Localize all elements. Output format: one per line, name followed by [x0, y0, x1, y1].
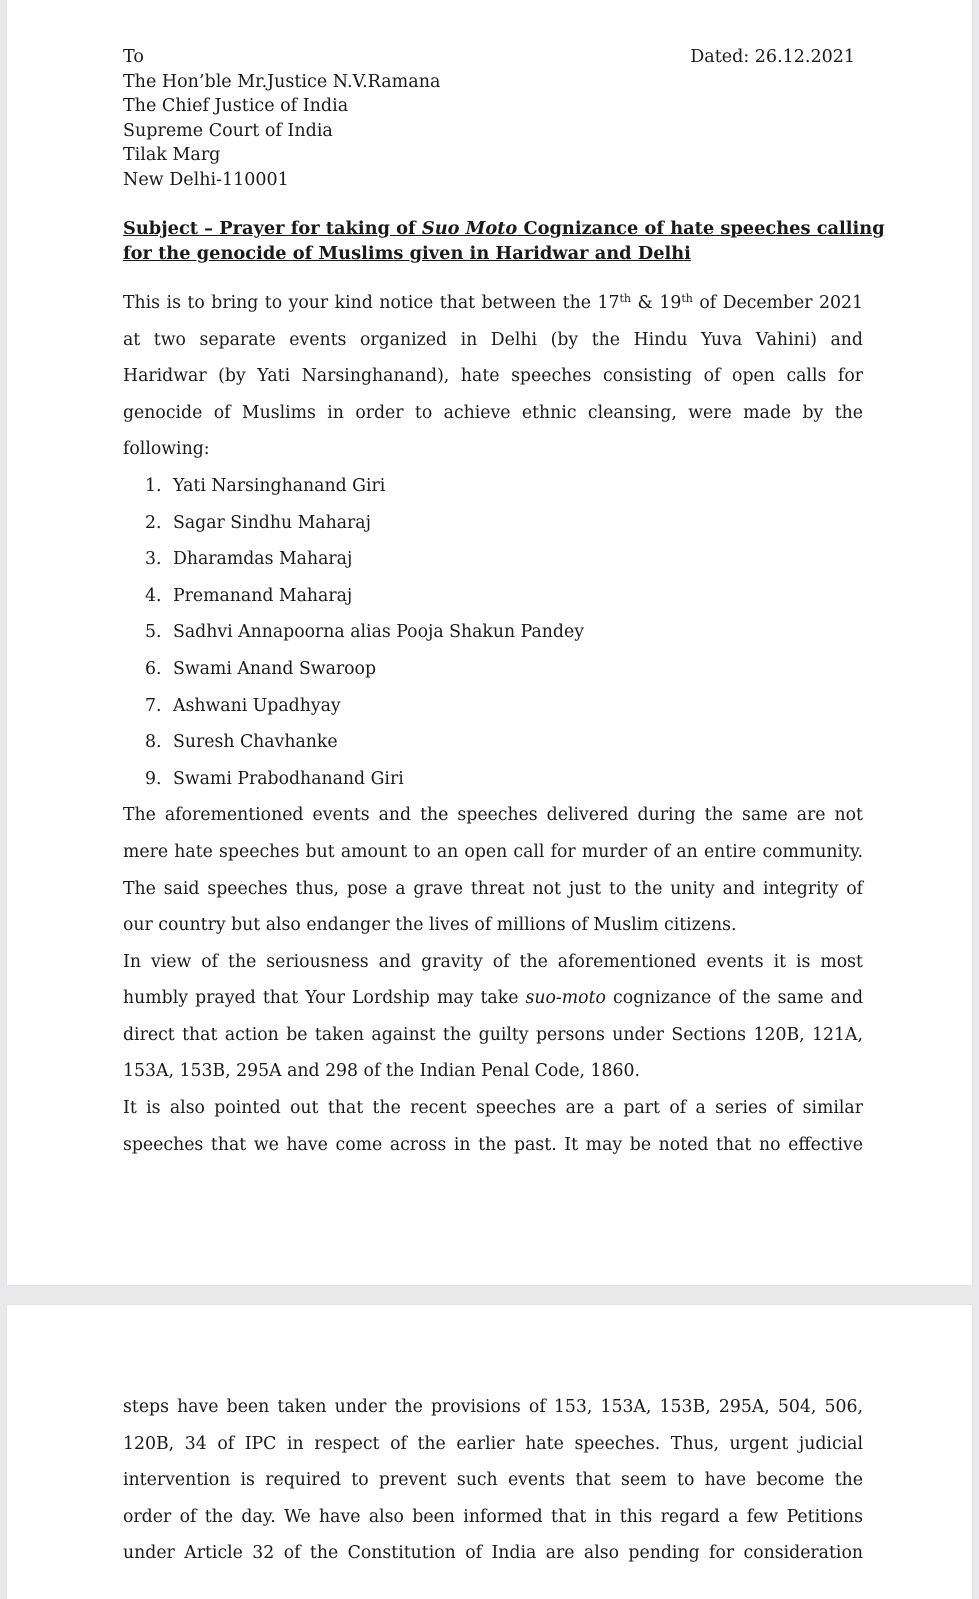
list-number: 9. [145, 768, 162, 789]
body-line: It is also pointed out that the recent speeches are a part of a series of similar [123, 1098, 863, 1119]
list-text: Dharamdas Maharaj [173, 549, 353, 570]
subject-italic: Suo Moto [421, 218, 518, 239]
body-line: 153A, 153B, 295A and 298 of the Indian Penal Code, 1860. [123, 1061, 641, 1082]
body-line: order of the day. We have also been informed that in this regard a few Petitions [123, 1506, 863, 1527]
body-text: humbly prayed that Your Lordship may take [123, 988, 526, 1009]
list-number: 4. [145, 585, 162, 606]
list-number: 6. [145, 658, 162, 679]
body-text: of December 2021 [692, 293, 864, 313]
list-text: Ashwani Upadhyay [173, 695, 341, 716]
list-number: 7. [145, 695, 162, 716]
list-text: Yati Narsinghanand Giri [173, 475, 386, 496]
list-number: 8. [145, 732, 162, 753]
subject-text: Cognizance of hate speeches calling [517, 218, 885, 239]
list-item [123, 614, 863, 651]
address-line: The Hon’ble Mr.Justice N.V.Ramana [123, 71, 441, 92]
list-number: 2. [145, 512, 162, 533]
body-line: The aforementioned events and the speeches delivered during the same are not [123, 805, 863, 826]
body-line: In view of the seriousness and gravity of the aforementioned events it is most [123, 951, 863, 972]
subject-line-2: for the genocide of Muslims given in Haridwar and Delhi [123, 243, 691, 264]
list-number: 1. [145, 475, 162, 496]
body-text: cognizance of the same and [605, 988, 864, 1009]
body-line: at two separate events organized in Delhi (by the Hindu Yuva Vahini) and [123, 329, 863, 350]
body-line: our country but also endanger the lives of millions of Muslim citizens. [123, 915, 737, 936]
superscript: th [619, 292, 631, 305]
list-text: Premanand Maharaj [173, 585, 353, 606]
address-line: Tilak Marg [123, 145, 221, 166]
body-line: 120B, 34 of IPC in respect of the earlier hate speeches. Thus, urgent judicial [123, 1433, 863, 1454]
superscript: th [681, 292, 693, 305]
body-text: & 19 [630, 293, 682, 313]
body-line: Haridwar (by Yati Narsinghanand), hate speeches consisting of open calls for [123, 366, 863, 387]
subject-heading [123, 216, 885, 266]
letter-body [123, 285, 863, 1163]
letter-body-continued [123, 1389, 863, 1572]
body-line: mere hate speeches but amount to an open call for murder of an entire community. [123, 841, 863, 862]
letter-page-1 [7, 0, 972, 1285]
body-line [123, 285, 863, 322]
body-line [123, 980, 863, 1017]
body-line: genocide of Muslims in order to achieve ethnic cleansing, were made by the [123, 402, 863, 423]
body-line: The said speeches thus, pose a grave threat not just to the unity and integrity of [123, 878, 863, 899]
body-italic: suo-moto [525, 988, 606, 1009]
letter-page-2 [7, 1305, 972, 1599]
address-line: New Delhi-110001 [123, 169, 289, 190]
list-item [123, 578, 863, 615]
list-item [123, 541, 863, 578]
address-line: Supreme Court of India [123, 120, 333, 141]
list-item [123, 761, 863, 798]
list-item [123, 651, 863, 688]
list-item [123, 505, 863, 542]
body-line: following: [123, 439, 210, 460]
body-line: under Article 32 of the Constitution of India are also pending for consideration [123, 1543, 863, 1564]
body-line: intervention is required to prevent such events that seem to have become the [123, 1470, 863, 1491]
list-text: Suresh Chavhanke [173, 732, 338, 753]
to-label: To [123, 47, 144, 67]
list-text: Sagar Sindhu Maharaj [173, 512, 371, 533]
accused-list [123, 468, 863, 797]
body-line: direct that action be taken against the guilty persons under Sections 120B, 121A, [123, 1024, 863, 1045]
subject-line-1 [123, 216, 885, 241]
body-line: speeches that we have come across in the past. It may be noted that no effective [123, 1134, 863, 1155]
list-number: 5. [145, 622, 162, 643]
list-text: Swami Prabodhanand Giri [173, 768, 404, 789]
list-item [123, 688, 863, 725]
letter-date: Dated: 26.12.2021 [690, 47, 855, 67]
list-item [123, 468, 863, 505]
body-text: This is to bring to your kind notice that between the 17 [123, 293, 620, 313]
address-line: The Chief Justice of India [123, 96, 349, 117]
list-item [123, 724, 863, 761]
subject-text: Subject – Prayer for taking of [123, 218, 422, 239]
list-text: Sadhvi Annapoorna alias Pooja Shakun Pandey [173, 622, 584, 643]
list-number: 3. [145, 549, 162, 570]
recipient-address [123, 45, 440, 193]
body-line: steps have been taken under the provisions of 153, 153A, 153B, 295A, 504, 506, [123, 1397, 863, 1417]
list-text: Swami Anand Swaroop [173, 658, 377, 679]
